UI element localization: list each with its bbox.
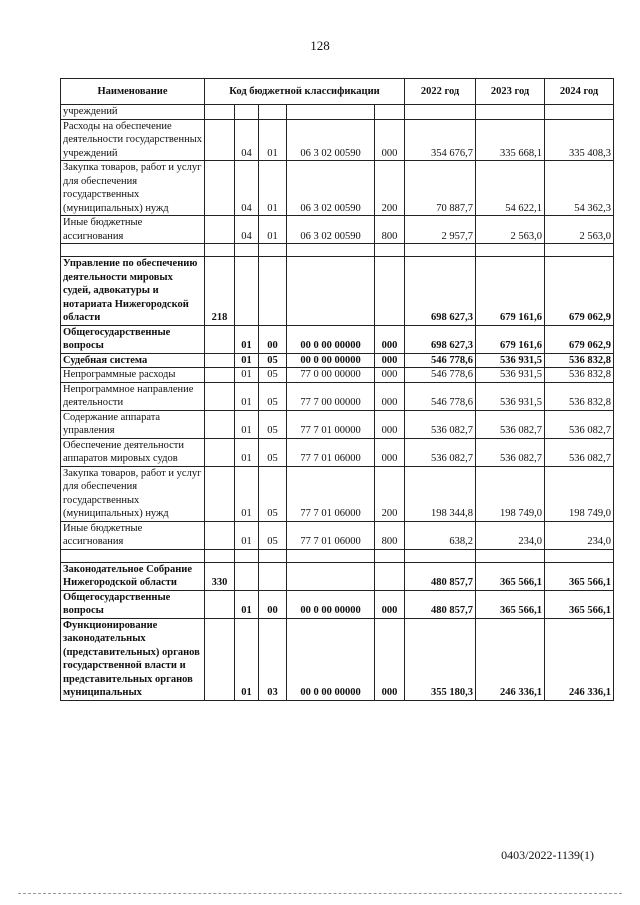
table-row: [61, 105, 614, 120]
code-section-cell: 04: [235, 161, 259, 216]
value-2023-cell: 54 622,1: [476, 161, 545, 216]
header-2023: 2023 год: [476, 79, 545, 105]
row-name-cell: учреждений: [61, 105, 205, 120]
code-admin-cell: [205, 105, 235, 120]
document-reference: 0403/2022-1139(1): [501, 848, 594, 862]
value-2023-cell: 536 931,5: [476, 368, 545, 383]
code-target-cell: 77 0 00 00000: [287, 368, 375, 383]
code-target-cell: [287, 257, 375, 326]
code-admin-cell: 218: [205, 257, 235, 326]
value-2024-cell: 54 362,3: [545, 161, 614, 216]
code-target-cell: 77 7 01 00000: [287, 410, 375, 438]
value-2024-cell: [545, 549, 614, 562]
code-admin-cell: [205, 466, 235, 521]
code-section-cell: 01: [235, 618, 259, 700]
code-target-cell: 77 7 01 06000: [287, 438, 375, 466]
table-row: [61, 119, 614, 161]
code-type-cell: 800: [375, 521, 405, 549]
table-row: [61, 368, 614, 383]
row-name-cell: Закупка товаров, работ и услуг для обеспечения государственных (муниципальных) нужд: [61, 466, 205, 521]
code-subsection-cell: [259, 105, 287, 120]
code-type-cell: 000: [375, 618, 405, 700]
value-2022-cell: 698 627,3: [405, 257, 476, 326]
code-subsection-cell: 05: [259, 353, 287, 368]
code-section-cell: [235, 562, 259, 590]
code-type-cell: 000: [375, 368, 405, 383]
code-subsection-cell: 00: [259, 590, 287, 618]
value-2022-cell: [405, 244, 476, 257]
code-admin-cell: [205, 382, 235, 410]
code-admin-cell: 330: [205, 562, 235, 590]
value-2023-cell: [476, 244, 545, 257]
value-2024-cell: 198 749,0: [545, 466, 614, 521]
code-target-cell: [287, 549, 375, 562]
code-target-cell: 00 0 00 00000: [287, 590, 375, 618]
code-type-cell: 000: [375, 325, 405, 353]
value-2024-cell: 679 062,9: [545, 257, 614, 326]
value-2023-cell: 536 931,5: [476, 382, 545, 410]
value-2023-cell: 335 668,1: [476, 119, 545, 161]
row-name-cell: Иные бюджетные ассигнования: [61, 521, 205, 549]
code-target-cell: 77 7 00 00000: [287, 382, 375, 410]
code-type-cell: 000: [375, 438, 405, 466]
value-2024-cell: 335 408,3: [545, 119, 614, 161]
code-type-cell: [375, 105, 405, 120]
value-2024-cell: 536 082,7: [545, 438, 614, 466]
table-row: [61, 410, 614, 438]
code-type-cell: 000: [375, 410, 405, 438]
table-row: [61, 466, 614, 521]
code-type-cell: 000: [375, 353, 405, 368]
code-subsection-cell: 03: [259, 618, 287, 700]
code-target-cell: 00 0 00 00000: [287, 618, 375, 700]
code-subsection-cell: 05: [259, 466, 287, 521]
code-admin-cell: [205, 216, 235, 244]
table-body: [61, 105, 614, 701]
value-2023-cell: 365 566,1: [476, 590, 545, 618]
code-admin-cell: [205, 368, 235, 383]
code-subsection-cell: 05: [259, 382, 287, 410]
code-subsection-cell: 01: [259, 216, 287, 244]
code-section-cell: [235, 105, 259, 120]
code-admin-cell: [205, 438, 235, 466]
value-2024-cell: [545, 244, 614, 257]
code-section-cell: 01: [235, 590, 259, 618]
value-2024-cell: 536 832,8: [545, 368, 614, 383]
value-2022-cell: 480 857,7: [405, 562, 476, 590]
table-row: [61, 618, 614, 700]
value-2024-cell: 365 566,1: [545, 562, 614, 590]
code-admin-cell: [205, 618, 235, 700]
table-row: [61, 382, 614, 410]
value-2022-cell: 354 676,7: [405, 119, 476, 161]
value-2023-cell: 536 082,7: [476, 410, 545, 438]
code-admin-cell: [205, 353, 235, 368]
value-2023-cell: 536 931,5: [476, 353, 545, 368]
budget-table: [60, 78, 614, 701]
code-admin-cell: [205, 161, 235, 216]
value-2022-cell: 355 180,3: [405, 618, 476, 700]
row-name-cell: Закупка товаров, работ и услуг для обеспечения государственных (муниципальных) нужд: [61, 161, 205, 216]
row-name-cell: Расходы на обеспечение деятельности государственных учреждений: [61, 119, 205, 161]
table-row: [61, 562, 614, 590]
code-type-cell: [375, 549, 405, 562]
code-subsection-cell: 05: [259, 410, 287, 438]
value-2023-cell: 679 161,6: [476, 325, 545, 353]
value-2023-cell: [476, 105, 545, 120]
code-subsection-cell: 05: [259, 438, 287, 466]
code-type-cell: 000: [375, 590, 405, 618]
code-target-cell: 77 7 01 06000: [287, 521, 375, 549]
value-2023-cell: 246 336,1: [476, 618, 545, 700]
row-name-cell: Судебная система: [61, 353, 205, 368]
code-section-cell: 01: [235, 382, 259, 410]
code-target-cell: [287, 105, 375, 120]
header-2022: 2022 год: [405, 79, 476, 105]
code-target-cell: 77 7 01 06000: [287, 466, 375, 521]
table-row: [61, 325, 614, 353]
code-section-cell: 01: [235, 353, 259, 368]
value-2023-cell: 234,0: [476, 521, 545, 549]
value-2022-cell: 698 627,3: [405, 325, 476, 353]
value-2023-cell: 2 563,0: [476, 216, 545, 244]
row-name-cell: Общегосударственные вопросы: [61, 325, 205, 353]
code-section-cell: 04: [235, 216, 259, 244]
code-subsection-cell: [259, 549, 287, 562]
code-subsection-cell: 01: [259, 161, 287, 216]
code-admin-cell: [205, 590, 235, 618]
table-row: [61, 590, 614, 618]
spacer-row: [61, 244, 614, 257]
code-section-cell: 01: [235, 466, 259, 521]
table-header-row: [61, 79, 614, 105]
value-2022-cell: 70 887,7: [405, 161, 476, 216]
code-type-cell: 000: [375, 382, 405, 410]
value-2023-cell: 679 161,6: [476, 257, 545, 326]
value-2023-cell: 198 749,0: [476, 466, 545, 521]
row-name-cell: [61, 244, 205, 257]
table-row: [61, 257, 614, 326]
row-name-cell: Общегосударственные вопросы: [61, 590, 205, 618]
value-2023-cell: [476, 549, 545, 562]
value-2022-cell: 480 857,7: [405, 590, 476, 618]
header-name: Наименование: [61, 79, 205, 105]
value-2024-cell: 2 563,0: [545, 216, 614, 244]
row-name-cell: Обеспечение деятельности аппаратов мировых судов: [61, 438, 205, 466]
code-admin-cell: [205, 119, 235, 161]
table-row: [61, 216, 614, 244]
table-row: [61, 438, 614, 466]
code-subsection-cell: 01: [259, 119, 287, 161]
row-name-cell: Содержание аппарата управления: [61, 410, 205, 438]
code-subsection-cell: 05: [259, 368, 287, 383]
bottom-divider: [18, 893, 622, 894]
value-2022-cell: 536 082,7: [405, 438, 476, 466]
code-admin-cell: [205, 244, 235, 257]
value-2024-cell: 536 832,8: [545, 353, 614, 368]
row-name-cell: Непрограммное направление деятельности: [61, 382, 205, 410]
code-admin-cell: [205, 325, 235, 353]
value-2022-cell: 546 778,6: [405, 353, 476, 368]
code-type-cell: [375, 244, 405, 257]
value-2024-cell: 536 082,7: [545, 410, 614, 438]
code-type-cell: [375, 257, 405, 326]
code-section-cell: [235, 257, 259, 326]
value-2022-cell: [405, 549, 476, 562]
code-section-cell: 04: [235, 119, 259, 161]
code-section-cell: 01: [235, 325, 259, 353]
table-row: [61, 353, 614, 368]
code-type-cell: 800: [375, 216, 405, 244]
row-name-cell: [61, 549, 205, 562]
value-2024-cell: 536 832,8: [545, 382, 614, 410]
code-section-cell: 01: [235, 438, 259, 466]
value-2024-cell: 365 566,1: [545, 590, 614, 618]
row-name-cell: Управление по обеспечению деятельности мировых судей, адвокатуры и нотариата Нижегородской области: [61, 257, 205, 326]
code-target-cell: 06 3 02 00590: [287, 119, 375, 161]
header-code: Код бюджетной классификации: [205, 79, 405, 105]
value-2024-cell: [545, 105, 614, 120]
code-section-cell: 01: [235, 368, 259, 383]
value-2023-cell: 365 566,1: [476, 562, 545, 590]
code-admin-cell: [205, 410, 235, 438]
code-section-cell: [235, 549, 259, 562]
code-subsection-cell: [259, 562, 287, 590]
row-name-cell: Законодательное Собрание Нижегородской области: [61, 562, 205, 590]
code-admin-cell: [205, 549, 235, 562]
code-section-cell: 01: [235, 410, 259, 438]
row-name-cell: Непрограммные расходы: [61, 368, 205, 383]
header-2024: 2024 год: [545, 79, 614, 105]
value-2022-cell: 546 778,6: [405, 382, 476, 410]
code-type-cell: 200: [375, 161, 405, 216]
value-2022-cell: 2 957,7: [405, 216, 476, 244]
code-type-cell: 200: [375, 466, 405, 521]
code-target-cell: [287, 562, 375, 590]
code-type-cell: [375, 562, 405, 590]
code-target-cell: [287, 244, 375, 257]
code-subsection-cell: [259, 244, 287, 257]
value-2022-cell: 546 778,6: [405, 368, 476, 383]
value-2023-cell: 536 082,7: [476, 438, 545, 466]
code-subsection-cell: 00: [259, 325, 287, 353]
value-2024-cell: 246 336,1: [545, 618, 614, 700]
table-row: [61, 161, 614, 216]
table-row: [61, 521, 614, 549]
page-number: 128: [310, 38, 330, 53]
code-section-cell: 01: [235, 521, 259, 549]
value-2022-cell: 536 082,7: [405, 410, 476, 438]
code-subsection-cell: [259, 257, 287, 326]
code-admin-cell: [205, 521, 235, 549]
code-section-cell: [235, 244, 259, 257]
code-target-cell: 00 0 00 00000: [287, 325, 375, 353]
value-2022-cell: 198 344,8: [405, 466, 476, 521]
row-name-cell: Функционирование законодательных (представительных) органов государственной власти и представительных органов муниципальных: [61, 618, 205, 700]
code-type-cell: 000: [375, 119, 405, 161]
value-2024-cell: 679 062,9: [545, 325, 614, 353]
spacer-row: [61, 549, 614, 562]
code-target-cell: 06 3 02 00590: [287, 161, 375, 216]
value-2024-cell: 234,0: [545, 521, 614, 549]
code-target-cell: 06 3 02 00590: [287, 216, 375, 244]
value-2022-cell: 638,2: [405, 521, 476, 549]
value-2022-cell: [405, 105, 476, 120]
code-target-cell: 00 0 00 00000: [287, 353, 375, 368]
code-subsection-cell: 05: [259, 521, 287, 549]
row-name-cell: Иные бюджетные ассигнования: [61, 216, 205, 244]
